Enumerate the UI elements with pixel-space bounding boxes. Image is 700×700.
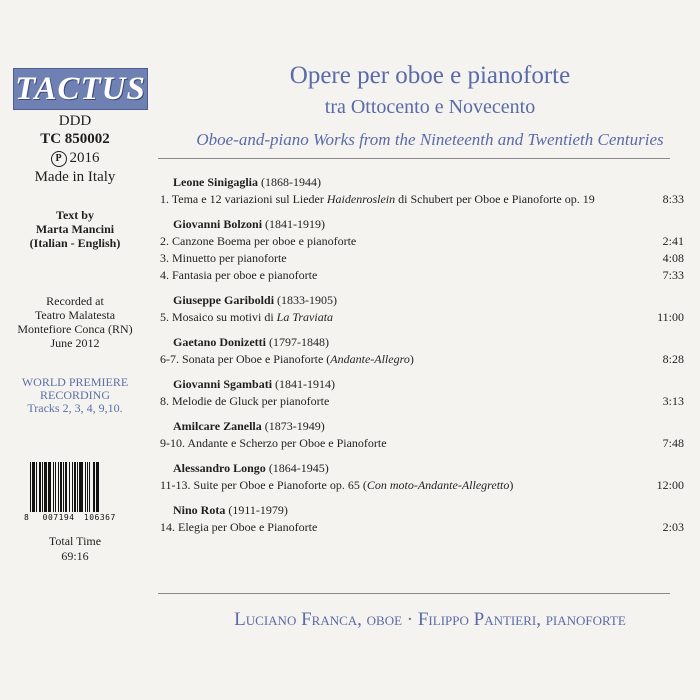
track-row — [160, 435, 684, 452]
composer-name: Alessandro Longo — [173, 461, 266, 475]
track-title-part: 11-13. Suite per Oboe e Pianoforte op. 65 ( — [160, 478, 367, 492]
track-title-part: 3. Minuetto per pianoforte — [160, 251, 287, 265]
composer-heading — [160, 174, 684, 191]
composer-heading — [160, 216, 684, 233]
copyright-year: 2016 — [69, 150, 100, 166]
composer-dates: (1864-1945) — [268, 461, 329, 475]
composer-heading — [160, 418, 684, 435]
barcode-bars — [30, 462, 128, 512]
track-row — [160, 519, 684, 536]
recording-line: Montefiore Conca (RN) — [17, 322, 133, 336]
barcode-digits-end: 106367 — [83, 513, 116, 522]
recording-line: June 2012 — [50, 336, 100, 350]
track-row — [160, 191, 684, 208]
track-row — [160, 477, 684, 494]
track-title-italic: Andante-Allegro — [330, 352, 410, 366]
divider — [158, 593, 670, 594]
track-title — [160, 477, 644, 494]
text-by-languages: (Italian - English) — [29, 236, 121, 250]
track-title — [160, 267, 644, 284]
total-time — [0, 534, 150, 564]
tactus-logo — [13, 68, 148, 110]
track-title-part: ) — [509, 478, 514, 492]
track-duration: 8:33 — [662, 192, 684, 206]
track-row — [160, 267, 684, 284]
track-title — [160, 191, 644, 208]
track-title-part: 8. Melodie de Gluck per pianoforte — [160, 394, 330, 408]
composer-heading — [160, 292, 684, 309]
album-title: Opere per oboe e pianoforte — [289, 62, 571, 89]
track-duration: 2:41 — [662, 234, 684, 248]
album-subtitle: tra Ottocento e Novecento — [324, 96, 536, 118]
composer-block — [160, 292, 684, 326]
composer-name: Nino Rota — [173, 503, 226, 517]
composer-name: Gaetano Donizetti — [173, 335, 266, 349]
track-list — [160, 174, 684, 544]
copyright-line — [0, 149, 150, 167]
composer-dates: (1797-1848) — [268, 335, 329, 349]
album-title-english: Oboe-and-piano Works from the Nineteenth and Twentieth Centuries — [196, 130, 664, 149]
track-title-italic: La Traviata — [276, 310, 334, 324]
track-title — [160, 393, 644, 410]
composer-name: Giovanni Bolzoni — [173, 217, 263, 231]
composer-dates: (1841-1919) — [265, 217, 326, 231]
composer-heading — [160, 502, 684, 519]
composer-block — [160, 376, 684, 410]
text-by-author: Marta Mancini — [35, 222, 115, 236]
track-title-part: 5. Mosaico su motivi di — [160, 310, 277, 324]
logo-text: TACTUS — [15, 70, 146, 107]
track-title-part: 6-7. Sonata per Oboe e Pianoforte ( — [160, 352, 331, 366]
track-title — [160, 233, 644, 250]
ddd-label: DDD — [58, 113, 92, 129]
total-time-label: Total Time — [48, 534, 102, 548]
track-duration: 12:00 — [656, 478, 684, 492]
catalog-number: TC 850002 — [40, 131, 110, 147]
recording-line: Teatro Malatesta — [34, 308, 116, 322]
composer-dates: (1873-1949) — [264, 419, 325, 433]
premiere-tracks: Tracks 2, 3, 4, 9,10. — [27, 401, 123, 415]
composer-name: Amilcare Zanella — [173, 419, 262, 433]
track-duration: 2:03 — [662, 520, 684, 534]
track-row — [160, 351, 684, 368]
track-title-italic: Haidenroslein — [326, 192, 396, 206]
track-title — [160, 351, 644, 368]
composer-dates: (1868-1944) — [261, 175, 322, 189]
phonogram-icon: P — [51, 151, 67, 167]
track-title-part: 2. Canzone Boema per oboe e pianoforte — [160, 234, 357, 248]
track-title-part: 1. Tema e 12 variazioni sul Lieder — [160, 192, 327, 206]
composer-heading — [160, 376, 684, 393]
track-title — [160, 309, 644, 326]
divider — [158, 158, 670, 159]
track-title — [160, 250, 644, 267]
composer-name: Giuseppe Gariboldi — [173, 293, 275, 307]
made-in-label: Made in Italy — [34, 169, 116, 185]
track-duration: 3:13 — [662, 394, 684, 408]
composer-block — [160, 418, 684, 452]
composer-heading — [160, 460, 684, 477]
track-row — [160, 250, 684, 267]
composer-block — [160, 502, 684, 536]
track-duration: 8:28 — [662, 352, 684, 366]
track-title-part: 9-10. Andante e Scherzo per Oboe e Pianoforte — [160, 436, 387, 450]
composer-dates: (1841-1914) — [275, 377, 336, 391]
composer-name: Leone Sinigaglia — [173, 175, 259, 189]
recording-line: Recorded at — [46, 294, 104, 308]
performers-credit: Luciano Franca, oboe · Filippo Pantieri, pianoforte — [234, 609, 626, 630]
track-row — [160, 233, 684, 250]
composer-block — [160, 174, 684, 208]
barcode — [24, 462, 128, 524]
composer-name: Giovanni Sgambati — [173, 377, 273, 391]
track-duration: 7:33 — [662, 268, 684, 282]
barcode-digits-mid: 007194 — [42, 513, 75, 522]
track-row — [160, 309, 684, 326]
track-title-part: 4. Fantasia per oboe e pianoforte — [160, 268, 318, 282]
track-title-italic: Con moto-Andante-Allegretto — [366, 478, 510, 492]
track-title-part: ) — [409, 352, 414, 366]
text-by-heading: Text by — [56, 208, 94, 222]
track-title-part: 14. Elegia per Oboe e Pianoforte — [160, 520, 318, 534]
world-premiere-note — [0, 376, 150, 415]
barcode-bar — [99, 462, 100, 512]
track-title — [160, 519, 644, 536]
composer-dates: (1911-1979) — [228, 503, 288, 517]
text-by-block — [0, 208, 150, 250]
recording-info — [0, 294, 150, 350]
premiere-line: WORLD PREMIERE — [21, 375, 129, 389]
barcode-digit-lead: 8 — [24, 513, 30, 522]
premiere-line: RECORDING — [39, 388, 110, 402]
track-duration: 11:00 — [657, 310, 684, 324]
composer-heading — [160, 334, 684, 351]
composer-block — [160, 334, 684, 368]
composer-dates: (1833-1905) — [277, 293, 338, 307]
track-duration: 4:08 — [662, 251, 684, 265]
composer-block — [160, 216, 684, 284]
track-duration: 7:48 — [662, 436, 684, 450]
barcode-number — [24, 513, 128, 522]
composer-block — [160, 460, 684, 494]
track-title-part: di Schubert per Oboe e Pianoforte op. 19 — [395, 192, 595, 206]
total-time-value: 69:16 — [61, 549, 89, 563]
track-row — [160, 393, 684, 410]
track-title — [160, 435, 644, 452]
